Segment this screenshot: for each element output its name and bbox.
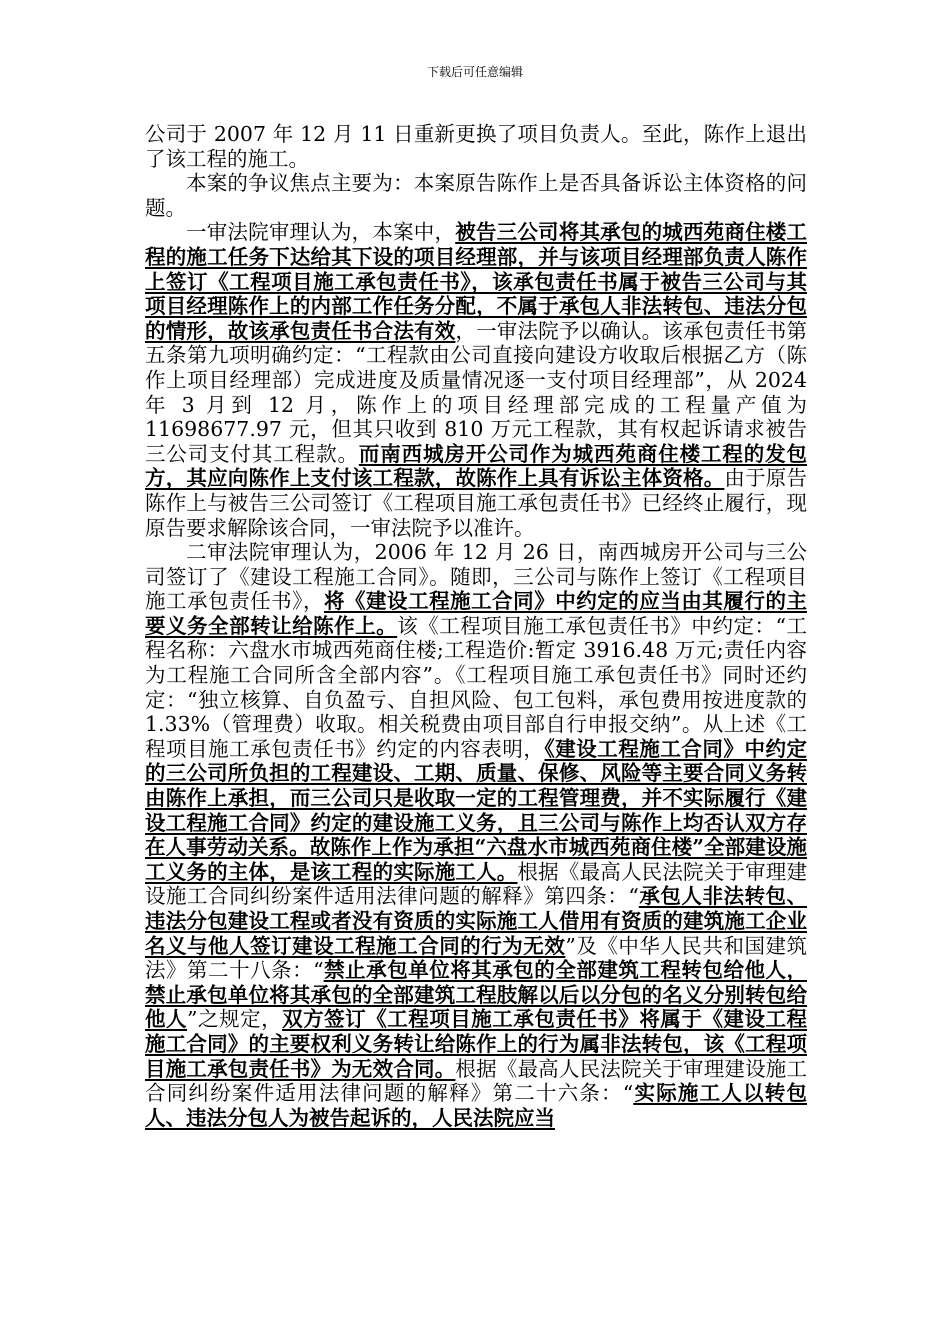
paragraph-text: 公司于 2007 年 12 月 11 日重新更换了项目负责人。至此，陈作上退出了该工程的施工。 [145, 122, 807, 171]
paragraph-p4 [145, 540, 807, 1130]
paragraph-text: 该《工程项目施工承包责任书》中约定：“工程名称：六盘水市城西苑商住楼;工程造价:暂定 3916.48 万元;责任内容为工程施工合同所含全部内容”。《工程项目施工承包责任书》同时还约定：“独立核算、自负盈亏、自担风险、包工包料，承包费用按进度款的 1.33%（管理费）收取。相关税费由项目部自行申报交纳”。从上述《工程项目施工承包责任书》约定的内容表明， [145, 613, 807, 761]
page-header: 下载后可任意编辑 [426, 65, 523, 79]
emphasized-text: 承包人非法转包、违法分包建设工程或者没有资质的实际施工人借用有资质的建筑施工企业名义与他人签订建设工程施工合同的行为无效 [145, 884, 808, 958]
paragraph-p3 [145, 220, 807, 540]
paragraph-text: 由于原告陈作上与被告三公司签订《工程项目施工承包责任书》已经终止履行，现原告要求解除该合同，一审法院予以准许。 [145, 466, 808, 540]
paragraph-text: 根据《最高人民法院关于审理建设施工合同纠纷案件适用法律问题的解释》第二十六条：“ [145, 1056, 808, 1106]
paragraph-text: 根据《最高人民法院关于审理建设施工合同纠纷案件适用法律问题的解释》第四条：“ [145, 859, 807, 909]
emphasized-text: 禁止承包单位将其承包的全部建筑工程转包给他人，禁止承包单位将其承包的全部建筑工程肢解以后以分包的名义分别转包给他人 [145, 958, 808, 1032]
paragraph-text: ”之规定， [187, 1007, 283, 1032]
paragraph-text: ，一审法院予以确认。该承包责任书第五条第九项明确约定：“工程款由公司直接向建设方收取后根据乙方（陈作上项目经理部）完成进度及质量情况逐一支付项目经理部”，从 2024 年 3 月到 12 月，陈作上的项目经理部完成的工程量产值为 11698677.97 元，但其只收到 810 万元工程款，其有权起诉请求被告三公司支付其工程款。 [145, 318, 808, 466]
emphasized-text: 实际施工人以转包人、违法分包人为被告起诉的，人民法院应当 [145, 1081, 808, 1130]
document-body [145, 122, 807, 1130]
paragraph-p2 [145, 171, 807, 220]
paragraph-p1 [145, 122, 807, 171]
emphasized-text: 《建设工程施工合同》中约定的三公司所负担的工程建设、工期、质量、保修、风险等主要合同义务转由陈作上承担，而三公司只是收取一定的工程管理费，并不实际履行《建设工程施工合同》约定的建设施工义务，且三公司与陈作上均否认双方存在人事劳动关系。故陈作上作为承担“六盘水市城西苑商住楼”全部建设施工义务的主体，是该工程的实际施工人。 [145, 736, 808, 884]
paragraph-text: 一审法院审理认为，本案中， [186, 220, 456, 245]
paragraph-text: 本案的争议焦点主要为：本案原告陈作上是否具备诉讼主体资格的问题。 [145, 171, 807, 220]
emphasized-text: 双方签订《工程项目施工承包责任书》将属于《建设工程施工合同》的主要权利义务转让给陈作上的行为属非法转包，该《工程项目施工承包责任书》为无效合同。 [145, 1007, 808, 1081]
paragraph-text: 二审法院审理认为，2006 年 12 月 26 日，南西城房开公司与三公司签订了《建设工程施工合同》。随即，三公司与陈作上签订《工程项目施工承包责任书》， [145, 540, 807, 614]
emphasized-text: 将《建设工程施工合同》中约定的应当由其履行的主要义务全部转让给陈作上。 [145, 589, 807, 638]
emphasized-text: 被告三公司将其承包的城西苑商住楼工程的施工任务下达给其下设的项目经理部，并与该项目经理部负责人陈作上签订《工程项目施工承包责任书》，该承包责任书属于被告三公司与其项目经理陈作上的内部工作任务分配，不属于承包人非法转包、违法分包的情形，故该承包责任书合法有效 [145, 220, 808, 343]
emphasized-text: 而南西城房开公司作为城西苑商住楼工程的发包方，其应向陈作上支付该工程款，故陈作上具有诉讼主体资格。 [145, 441, 808, 491]
paragraph-text: ”及《中华人民共和国建筑法》第二十八条：“ [145, 933, 808, 983]
